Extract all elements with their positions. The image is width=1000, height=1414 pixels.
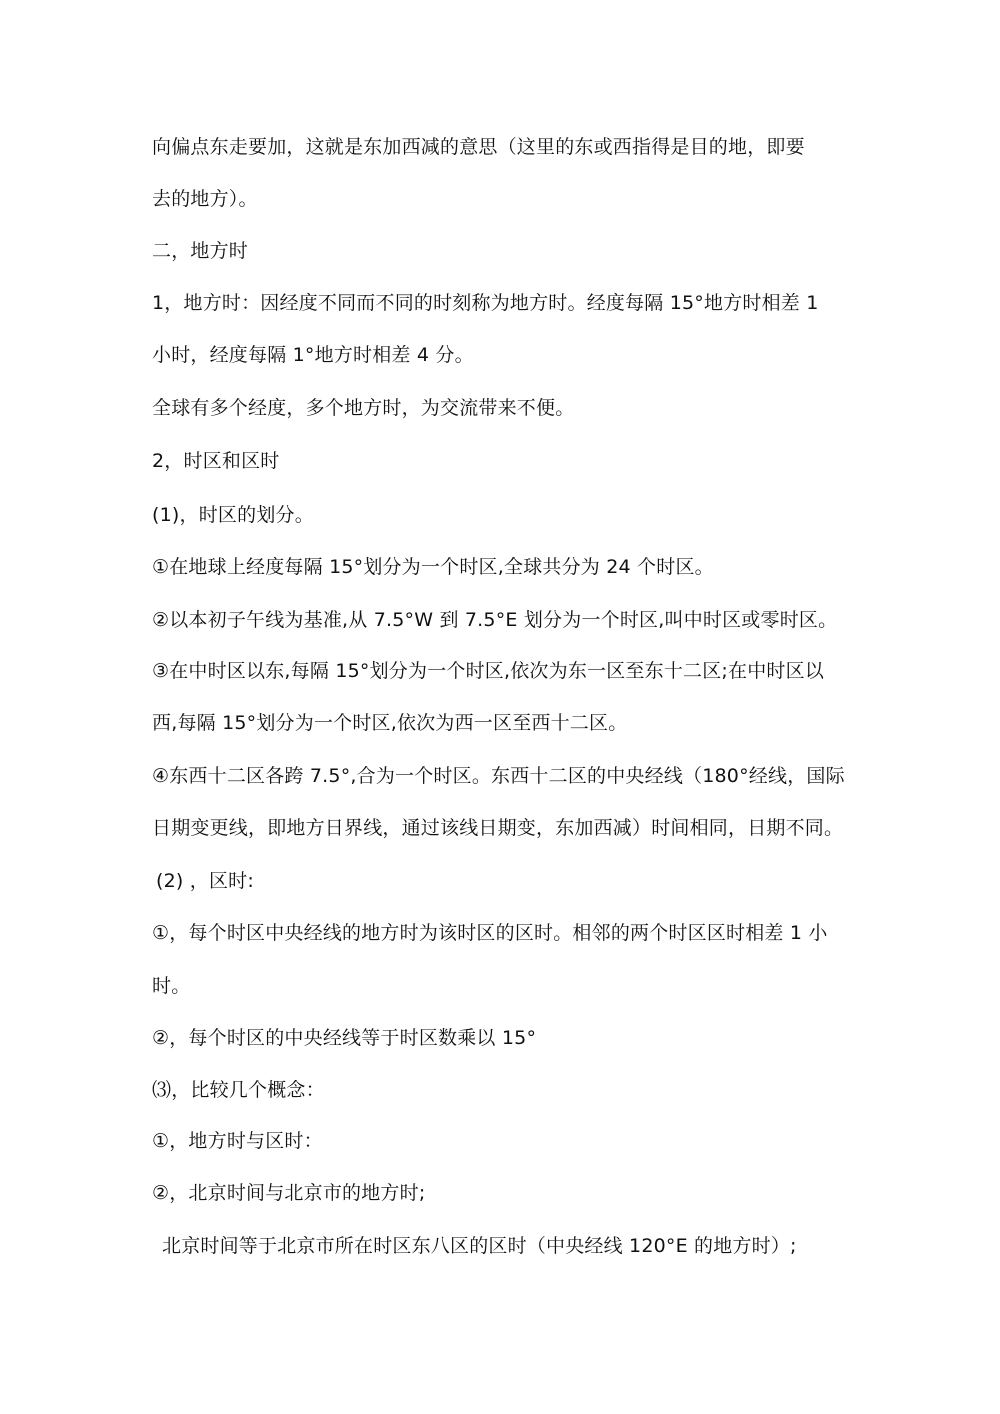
list-item: ②，每个时区的中央经线等于时区数乘以 15° xyxy=(152,1027,537,1049)
paragraph-line: 北京时间等于北京市所在时区东八区的区时（中央经线 120°E 的地方时）; xyxy=(162,1235,797,1257)
list-item: ①在地球上经度每隔 15°划分为一个时区,全球共分为 24 个时区。 xyxy=(152,556,714,578)
paragraph-line: 去的地方）。 xyxy=(152,188,258,210)
subsection-heading: ⑶，比较几个概念： xyxy=(152,1079,325,1101)
list-item: ②以本初子午线为基准,从 7.5°W 到 7.5°E 划分为一个时区,叫中时区或零时区。 xyxy=(152,609,838,631)
subsection-heading: (1)，时区的划分。 xyxy=(152,504,314,526)
paragraph-line: 向偏点东走要加，这就是东加西减的意思（这里的东或西指得是目的地，即要 xyxy=(152,136,805,158)
list-item-continuation: 日期变更线，即地方日界线，通过该线日期变，东加西减）时间相同，日期不同。 xyxy=(152,817,844,839)
list-item: ②，北京时间与北京市的地方时; xyxy=(152,1182,426,1204)
paragraph-line: 小时，经度每隔 1°地方时相差 4 分。 xyxy=(152,344,474,366)
section-heading: 二，地方时 xyxy=(152,240,249,262)
subsection-heading: (2) ，区时: xyxy=(156,870,254,892)
paragraph-line: 1，地方时：因经度不同而不同的时刻称为地方时。经度每隔 15°地方时相差 1 xyxy=(152,292,819,314)
list-item: ③在中时区以东,每隔 15°划分为一个时区,依次为东一区至东十二区;在中时区以 xyxy=(152,660,825,682)
subsection-heading: 2，时区和区时 xyxy=(152,450,280,472)
list-item-continuation: 西,每隔 15°划分为一个时区,依次为西一区至西十二区。 xyxy=(152,712,628,734)
list-item: ①，每个时区中央经线的地方时为该时区的区时。相邻的两个时区区时相差 1 小 xyxy=(152,922,828,944)
list-item: ①，地方时与区时： xyxy=(152,1130,323,1152)
list-item-continuation: 时。 xyxy=(152,975,191,997)
paragraph-line: 全球有多个经度，多个地方时，为交流带来不便。 xyxy=(152,397,575,419)
list-item: ④东西十二区各跨 7.5°,合为一个时区。东西十二区的中央经线（180°经线，国际 xyxy=(152,765,845,787)
